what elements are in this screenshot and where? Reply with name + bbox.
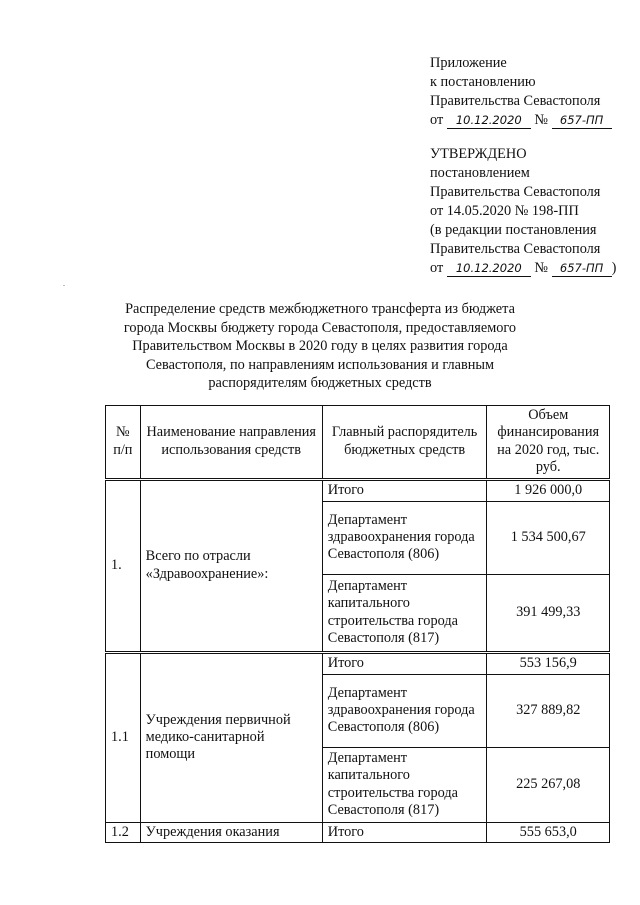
approved-line-6: Правительства Севастополя	[430, 241, 601, 257]
approved-line-1: УТВЕРЖДЕНО	[430, 146, 527, 162]
scan-speck	[63, 285, 65, 286]
row-value: 391 499,33	[487, 574, 610, 652]
row-org: Департамент здравоохранения города Севастополя (806)	[322, 674, 487, 747]
row-number: 1.	[106, 479, 141, 652]
row-org: Департамент здравоохранения города Севастополя (806)	[322, 501, 487, 574]
table-row	[106, 822, 610, 842]
header-name: Наименование направления использования средств	[140, 406, 322, 480]
row-number: 1.1	[106, 652, 141, 822]
row-name: Учреждения оказания	[140, 822, 322, 842]
approved-close-paren: )	[611, 260, 617, 276]
approved-line-4: от 14.05.2020 № 198-ПП	[430, 203, 579, 219]
appendix-stamp	[430, 54, 612, 130]
approved-line-2: постановлением	[430, 165, 530, 181]
approved-number: 657-ПП	[552, 261, 612, 277]
approved-line-3: Правительства Севастополя	[430, 184, 601, 200]
table-header-row	[106, 406, 610, 480]
appendix-line-3: Правительства Севастополя	[430, 93, 601, 109]
approved-date: 10.12.2020	[447, 261, 531, 277]
row-total-label: Итого	[322, 479, 487, 501]
row-name: Всего по отрасли «Здравоохранение»:	[140, 479, 322, 652]
appendix-from-label: от	[430, 112, 444, 128]
header-value: Объем финансирования на 2020 год, тыс. руб.	[487, 406, 610, 480]
row-total-value: 1 926 000,0	[487, 479, 610, 501]
approved-stamp	[430, 145, 616, 278]
table-row	[106, 479, 610, 501]
row-total-label: Итого	[322, 822, 487, 842]
row-name: Учреждения первичной медико-санитарной помощи	[140, 652, 322, 822]
appendix-line-2: к постановлению	[430, 74, 536, 90]
approved-line-5: (в редакции постановления	[430, 222, 597, 238]
row-total-value: 555 653,0	[487, 822, 610, 842]
table-row	[106, 652, 610, 674]
appendix-date-line	[430, 111, 612, 130]
row-value: 225 267,08	[487, 747, 610, 822]
appendix-line-1: Приложение	[430, 55, 507, 71]
row-value: 327 889,82	[487, 674, 610, 747]
appendix-number-sign: №	[534, 112, 549, 128]
budget-table	[105, 405, 610, 843]
header-org: Главный распорядитель бюджетных средств	[322, 406, 487, 480]
header-num: № п/п	[106, 406, 141, 480]
appendix-number: 657-ПП	[552, 113, 612, 129]
document-title: Распределение средств межбюджетного трансферта из бюджета города Москвы бюджету города Севастополя, предоставляемого Правительством Москвы в 2020 году в целях развития города Севастополя, по направлениям использования и главным распорядителям бюджетных средств	[123, 301, 517, 391]
approved-date-line	[430, 259, 616, 278]
row-org: Департамент капитального строительства города Севастополя (817)	[322, 747, 487, 822]
approved-number-sign: №	[534, 260, 549, 276]
appendix-date: 10.12.2020	[447, 113, 531, 129]
row-total-value: 553 156,9	[487, 652, 610, 674]
row-total-label: Итого	[322, 652, 487, 674]
row-value: 1 534 500,67	[487, 501, 610, 574]
row-number: 1.2	[106, 822, 141, 842]
row-org: Департамент капитального строительства города Севастополя (817)	[322, 574, 487, 652]
approved-from-label: от	[430, 260, 444, 276]
